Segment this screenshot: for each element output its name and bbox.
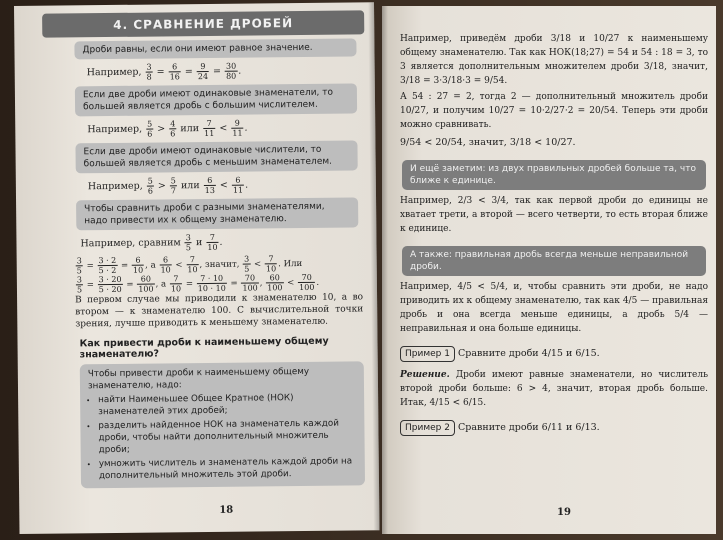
example-equal: Например, $\frac{3}{8}$ = $\frac{6}{16}$ = $\frac{9}{24}$ = $\frac{30}{80}$ . bbox=[86, 61, 242, 82]
example-compare: Например, сравним $\frac{3}{5}$ и $\frac{7}{10}$ . bbox=[80, 232, 223, 253]
left-page bbox=[14, 2, 380, 534]
solution-text: Дроби имеют равные знаменатели, но числитель второй дроби больше: 6 > 4, значит, вторая дробь больше. Итак, 4/15 < 6/15. bbox=[400, 370, 708, 408]
example-same-denominator: Например, $\frac{5}{6}$ > $\frac{4}{6}$ или $\frac{7}{11}$ < $\frac{9}{11}$ . bbox=[87, 118, 248, 139]
right-page bbox=[382, 6, 716, 534]
section-title: 4. СРАВНЕНИЕ ДРОБЕЙ bbox=[42, 10, 364, 37]
rule-same-denominator: Если две дроби имеют одинаковые знаменатели, то большей является дробь с большим числителем. bbox=[75, 83, 357, 116]
paragraph-compare-result: 9/54 < 20/54, значит, 3/18 < 10/27. bbox=[400, 137, 576, 148]
paragraph-multiplier: А 54 : 27 = 2, тогда 2 — дополнительный множитель дроби 10/27, и получим 10/27 = 10·2/27·2 = 20/54. Теперь эти дроби можно сравнивать. bbox=[400, 92, 708, 130]
paragraph-closer-to-one: Например, 2/3 < 3/4, так как первой дроби до единицы не хватает трети, а второй — всего четверти, то есть вторая ближе к единице. bbox=[400, 196, 708, 234]
rule-equal-fractions: Дроби равны, если они имеют равное значение. bbox=[74, 38, 356, 59]
rule-different-denominators: Чтобы сравнить дроби с разными знаменателями, надо привести их к общему знаменателю. bbox=[76, 197, 358, 230]
paragraph-lcd-example: Например, приведём дроби 3/18 и 10/27 к наименьшему общему знаменателю. Так как НОК(18;27) = 54 и 54 : 18 = 3, то 3 является дополнительным множителем дроби 3/18, значит, 3/18 = 3·3/18·3 = 9/54. bbox=[400, 34, 708, 86]
lcd-step: • разделить найденное НОК на знаменатель каждой дроби, чтобы найти дополнительный множитель дроби; bbox=[98, 417, 356, 456]
example-2-text: Сравните дроби 6/11 и 6/13. bbox=[458, 422, 600, 433]
lcd-step: • найти Наименьшее Общее Кратное (НОК) знаменателей этих дробей; bbox=[98, 391, 356, 418]
example-2 bbox=[400, 420, 708, 436]
paragraph-denominators: В первом случае мы приводили к знаменателю 10, а во втором — к знаменателю 100. С вычислительной точки зрения, лучше приводить к меньшему знаменателю. bbox=[75, 292, 364, 330]
lcd-step: • умножить числитель и знаменатель каждой дроби на дополнительный множитель этой дроби. bbox=[99, 455, 357, 482]
calc-line-2: $\frac{3}{5}$ = $\frac{3 \cdot 20}{5 \cdot 20}$ = $\frac{60}{100}$ , а $\frac{7}{10}$ = $\frac{7 \cdot 10}{10 \cdot 10}$ = $\frac{70}{100}$ , $\frac{60}{100}$ < $\frac{70}{100}$ . bbox=[76, 272, 320, 295]
lcd-steps-list bbox=[88, 391, 357, 482]
example-same-numerator: Например, $\frac{5}{6}$ > $\frac{5}{7}$ или $\frac{6}{13}$ < $\frac{6}{11}$ . bbox=[87, 175, 249, 196]
example-1-tag: Пример 1 bbox=[400, 346, 455, 362]
paragraph-proper-improper: Например, 4/5 < 5/4, и, чтобы сравнить эти дроби, не надо приводить их к общему знаменателю, так как 4/5 — правильная дробь и она всегда меньше единицы, а дробь 5/4 — неправильная и она больше единицы. bbox=[400, 282, 708, 334]
page-edge-shadow bbox=[368, 2, 380, 530]
rule-same-numerator: Если две дроби имеют одинаковые числители, то большей является дробь с меньшим знаменателем. bbox=[75, 140, 357, 173]
solution-1 bbox=[400, 368, 708, 410]
example-1 bbox=[400, 346, 708, 362]
page-number-right: 19 bbox=[557, 507, 571, 518]
rule-proper-improper: А также: правильная дробь всегда меньше неправильной дроби. bbox=[402, 246, 706, 276]
solution-label: Решение. bbox=[400, 370, 450, 380]
lcd-steps-box bbox=[80, 361, 365, 488]
page-number-left: 18 bbox=[219, 504, 234, 516]
example-1-text: Сравните дроби 4/15 и 6/15. bbox=[458, 348, 600, 359]
lcd-lead: Чтобы привести дроби к наименьшему общему знаменателю, надо: bbox=[87, 366, 310, 392]
page-edge-shadow bbox=[382, 6, 388, 534]
calc-line-1: $\frac{3}{5}$ = $\frac{3 \cdot 2}{5 \cdot 2}$ = $\frac{6}{10}$ , а $\frac{6}{10}$ < $\frac{7}{10}$ , значит, $\frac{3}{5}$ < $\frac{7}{10}$ . Или bbox=[76, 254, 303, 276]
example-2-tag: Пример 2 bbox=[400, 420, 455, 436]
rule-closer-to-one: И ещё заметим: из двух правильных дробей больше та, что ближе к единице. bbox=[402, 160, 706, 190]
heading-lcd: Как привести дроби к наименьшему общему знаменателю? bbox=[79, 335, 329, 361]
